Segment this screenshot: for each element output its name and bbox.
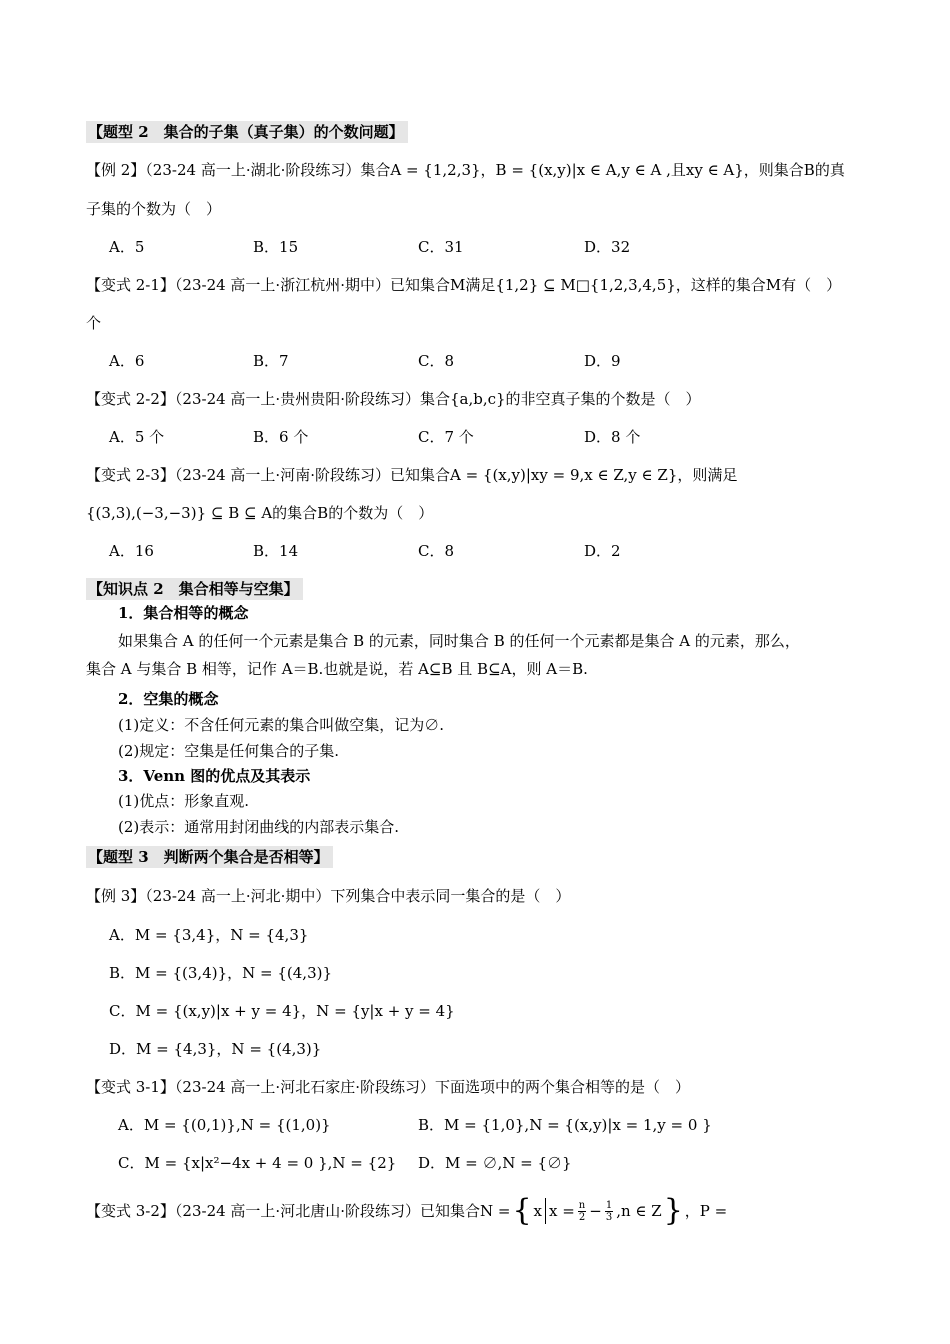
variant22-option-b: B．6 个 bbox=[253, 428, 309, 446]
variant32-stem bbox=[86, 1193, 728, 1228]
variant21-option-a: A．6 bbox=[109, 352, 145, 370]
section-heading-type2: 【题型 2 集合的子集（真子集）的个数问题】 bbox=[86, 121, 408, 143]
variant31-option-c: C．M = {x|x²−4x + 4 = 0 },N = {2} bbox=[118, 1154, 397, 1172]
example2-stem-line1: 【例 2】（23-24 高一上·湖北·阶段练习）集合A = {1,2,3}，B = {(x,y)|x ∈ A,y ∈ A ,且xy ∈ A}，则集合B的真 bbox=[86, 161, 845, 179]
example2-option-a: A．5 bbox=[109, 238, 145, 256]
knowledge-venn-advantage: (1)优点：形象直观. bbox=[118, 792, 250, 810]
knowledge-para-1: 如果集合 A 的任何一个元素是集合 B 的元素，同时集合 B 的任何一个元素都是集合 A 的元素，那么， bbox=[118, 632, 800, 650]
variant23-stem-line1: 【变式 2-3】（23-24 高一上·河南·阶段练习）已知集合A = {(x,y)|xy = 9,x ∈ Z,y ∈ Z}，则满足 bbox=[86, 466, 738, 484]
variant31-option-d: D．M = ∅,N = {∅} bbox=[418, 1154, 572, 1172]
fraction1-numerator: n bbox=[578, 1199, 586, 1211]
set-divider bbox=[545, 1198, 546, 1224]
variant31-stem: 【变式 3-1】（23-24 高一上·河北石家庄·阶段练习）下面选项中的两个集合相等的是（ ） bbox=[86, 1078, 690, 1096]
set-close-brace: } bbox=[663, 1193, 683, 1228]
variant23-option-a: A．16 bbox=[109, 542, 154, 560]
example3-option-d: D．M = {4,3}，N = {(4,3)} bbox=[109, 1040, 322, 1058]
variant21-option-d: D．9 bbox=[584, 352, 621, 370]
example2-option-c: C．31 bbox=[418, 238, 464, 256]
knowledge-title-2: 2．空集的概念 bbox=[118, 690, 219, 708]
variant22-option-a: A．5 个 bbox=[109, 428, 165, 446]
variant23-stem-line2: {(3,3),(−3,−3)} ⊆ B ⊆ A的集合B的个数为（ ） bbox=[86, 504, 434, 522]
fraction-1-over-3 bbox=[605, 1200, 613, 1223]
section-heading-type3: 【题型 3 判断两个集合是否相等】 bbox=[86, 846, 333, 868]
example3-stem: 【例 3】（23-24 高一上·河北·期中）下列集合中表示同一集合的是（ ） bbox=[86, 887, 571, 905]
example2-option-b: B．15 bbox=[253, 238, 299, 256]
example3-option-b: B．M = {(3,4)}，N = {(4,3)} bbox=[109, 964, 333, 982]
set-variable: x bbox=[533, 1202, 542, 1220]
knowledge-empty-rule: (2)规定：空集是任何集合的子集. bbox=[118, 742, 340, 760]
variant21-option-b: B．7 bbox=[253, 352, 289, 370]
knowledge-title-1: 1．集合相等的概念 bbox=[118, 604, 249, 622]
variant22-stem-line1: 【变式 2-2】（23-24 高一上·贵州贵阳·阶段练习）集合{a,b,c}的非空真子集的个数是（ ） bbox=[86, 390, 701, 408]
knowledge-title-3: 3．Venn 图的优点及其表示 bbox=[118, 767, 311, 785]
knowledge-venn-representation: (2)表示：通常用封闭曲线的内部表示集合. bbox=[118, 818, 400, 836]
variant22-option-d: D．8 个 bbox=[584, 428, 641, 446]
fraction1-denominator: 2 bbox=[578, 1211, 586, 1223]
variant21-stem-line1: 【变式 2-1】（23-24 高一上·浙江杭州·期中）已知集合M满足{1,2} ⊆ M□{1,2,3,4,5}，这样的集合M有（ ） bbox=[86, 276, 842, 294]
variant23-option-c: C．8 bbox=[418, 542, 455, 560]
set-condition: x = bbox=[549, 1202, 575, 1220]
fraction2-numerator: 1 bbox=[605, 1199, 613, 1211]
fraction-n-over-2 bbox=[578, 1200, 586, 1223]
set-tail: ,n ∈ Z bbox=[616, 1202, 662, 1220]
variant21-stem-line2: 个 bbox=[86, 314, 102, 332]
example2-option-d: D．32 bbox=[584, 238, 631, 256]
fraction2-denominator: 3 bbox=[605, 1211, 613, 1223]
variant32-prefix: 【变式 3-2】（23-24 高一上·河北唐山·阶段练习）已知集合N = bbox=[86, 1202, 511, 1220]
minus-sign: − bbox=[589, 1202, 602, 1220]
variant23-option-b: B．14 bbox=[253, 542, 299, 560]
example3-option-c: C．M = {(x,y)|x + y = 4}，N = {y|x + y = 4} bbox=[109, 1002, 455, 1020]
variant22-option-c: C．7 个 bbox=[418, 428, 474, 446]
knowledge-empty-def: (1)定义：不含任何元素的集合叫做空集，记为∅. bbox=[118, 716, 445, 734]
variant31-option-b: B．M = {1,0},N = {(x,y)|x = 1,y = 0 } bbox=[418, 1116, 712, 1134]
set-open-brace: { bbox=[512, 1193, 532, 1228]
variant21-option-c: C．8 bbox=[418, 352, 455, 370]
knowledge-para-2: 集合 A 与集合 B 相等，记作 A＝B.也就是说，若 A⊆B 且 B⊆A，则 A＝B. bbox=[86, 660, 588, 678]
example2-stem-line2: 子集的个数为（ ） bbox=[86, 200, 222, 218]
variant32-suffix: ，P = bbox=[684, 1202, 728, 1220]
example3-option-a: A．M = {3,4}，N = {4,3} bbox=[109, 926, 309, 944]
section-heading-knowledge2: 【知识点 2 集合相等与空集】 bbox=[86, 578, 303, 600]
variant23-option-d: D．2 bbox=[584, 542, 621, 560]
variant31-option-a: A．M = {(0,1)},N = {(1,0)} bbox=[118, 1116, 331, 1134]
